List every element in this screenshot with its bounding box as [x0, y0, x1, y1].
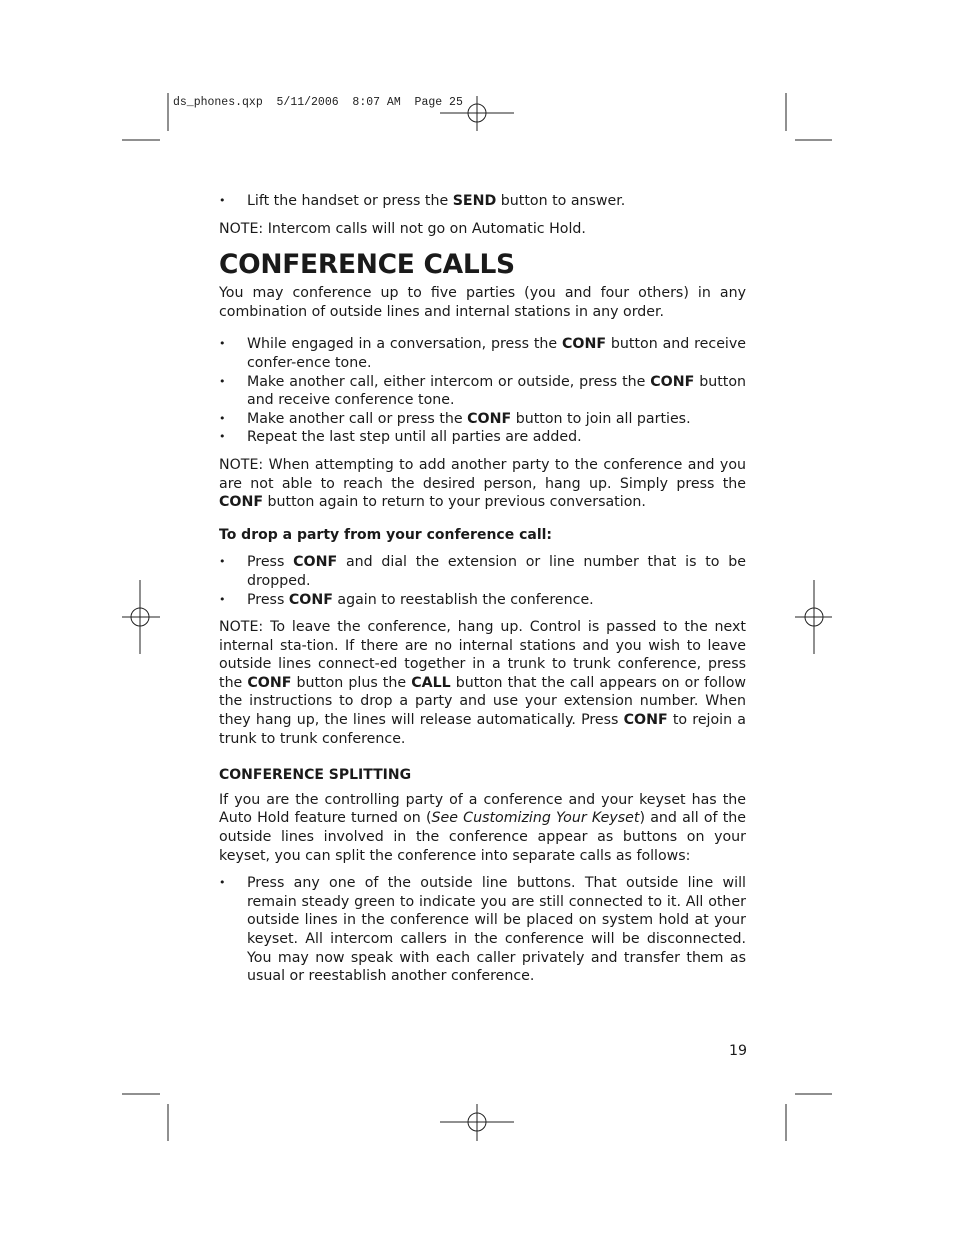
page-number: 19	[729, 1043, 748, 1059]
list-item: • Lift the handset or press the SEND button to answer.	[219, 192, 746, 211]
page-title: CONFERENCE CALLS	[219, 249, 515, 281]
intro-paragraph: You may conference up to five parties (you and four others) in any combination of outside lines and internal stations in any order.	[219, 285, 746, 320]
list-item: • Make another call or press the CONF button to join all parties.	[219, 410, 746, 429]
answer-list	[219, 192, 746, 211]
list-item: • Make another call, either intercom or outside, press the CONF button and receive conference tone.	[219, 373, 746, 410]
list-item: • Press CONF and dial the extension or line number that is to be dropped.	[219, 553, 746, 590]
note-attempt: NOTE: When attempting to add another party to the conference and you are not able to reach the desired person, hang up. Simply press the CONF button again to return to your previous conversation.	[219, 456, 746, 511]
drop-steps	[219, 553, 746, 609]
list-item: • Repeat the last step until all parties are added.	[219, 428, 746, 447]
list-item: • Press any one of the outside line buttons. That outside line will remain steady green to indicate you are still connected to it. All other outside lines in the conference will be placed on system hold at your keyset. All intercom callers in the conference will be disconnected. You may now speak with each caller privately and transfer them as usual or reestablish another conference.	[219, 874, 746, 986]
splitting-intro: If you are the controlling party of a conference and your keyset has the Auto Hold feature turned on (See Customizing Your Keyset) and all of the outside lines involved in the conference appear as buttons on your keyset, you can split the conference into separate calls as follows:	[219, 791, 747, 864]
note-intercom: NOTE: Intercom calls will not go on Automatic Hold.	[219, 220, 586, 237]
drop-heading: To drop a party from your conference call:	[219, 526, 553, 543]
conference-steps	[219, 335, 746, 447]
list-item: • Press CONF again to reestablish the conference.	[219, 591, 746, 610]
splitting-steps	[219, 874, 746, 986]
note-leave: NOTE: To leave the conference, hang up. Control is passed to the next internal sta-tion. If there are no internal stations and you wish to leave outside lines connect-ed together in a trunk to trunk conference, press the CONF button plus the CALL button that the call appears on or follow the instructions to drop a party and use your extension number. When they hang up, the lines will release automatically. Press CONF to rejoin a trunk to trunk conference.	[219, 619, 747, 747]
list-item: • While engaged in a conversation, press the CONF button and receive confer-ence tone.	[219, 335, 746, 372]
splitting-heading: CONFERENCE SPLITTING	[219, 767, 412, 784]
print-slug: ds_phones.qxp 5/11/2006 8:07 AM Page 25	[173, 96, 463, 109]
page-content	[219, 192, 746, 986]
